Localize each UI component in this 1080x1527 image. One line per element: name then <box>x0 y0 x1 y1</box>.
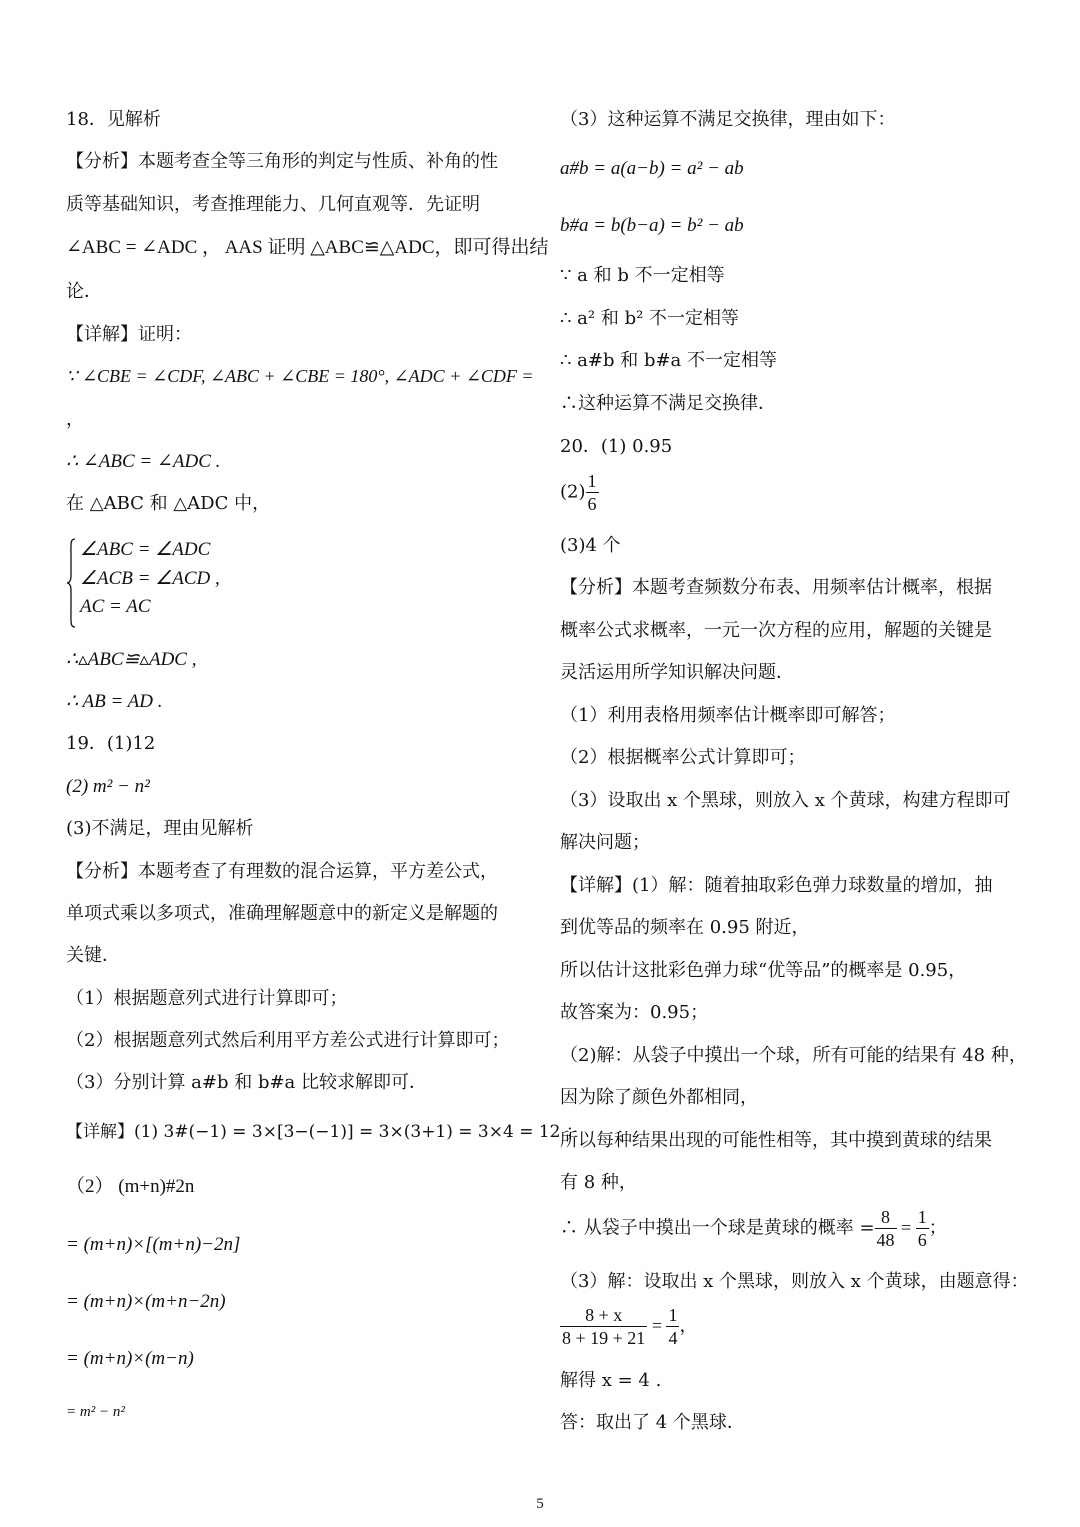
system-row-2: ∠ACB = ∠ACD , <box>80 568 220 589</box>
fraction-denominator: 6 <box>917 1230 927 1250</box>
q19-part3-reason-3: ∴ a#b 和 b#a 不一定相等 <box>560 350 778 371</box>
q18-step-1b: ， <box>66 409 84 430</box>
q20-detail-10: （3）解：设取出 x 个黑球，则放入 x 个黄球，由题意得： <box>560 1271 1029 1292</box>
q19-analysis-line-2: 单项式乘以多项式，准确理解题意中的新定义是解题的 <box>66 903 498 924</box>
q19-detail-6: = m² − n² <box>66 1404 125 1420</box>
q18-detail-heading: 【详解】证明： <box>66 324 192 345</box>
fraction-denominator: 4 <box>668 1328 678 1348</box>
fraction-numerator: 8 <box>875 1206 897 1229</box>
q20-detail-5: （2)解：从袋子中摸出一个球，所有可能的结果有 48 种， <box>560 1045 1027 1066</box>
q20-hint-2: （2）根据概率公式计算即可； <box>560 747 806 768</box>
q19-analysis-line-1: 【分析】本题考查了有理数的混合运算，平方差公式， <box>66 861 498 882</box>
q19-part3-heading: （3）这种运算不满足交换律，理由如下： <box>560 109 896 130</box>
q19-hint-1: （1）根据题意列式进行计算即可； <box>66 988 348 1009</box>
q19-answer-3: (3)不满足，理由见解析 <box>66 818 254 839</box>
q20-equation-suffix: ， <box>679 1315 698 1337</box>
page-number: 5 <box>536 1496 544 1512</box>
q20-heading: 20．(1) 0.95 <box>560 436 673 457</box>
q19-detail-2: （2） (m+n)#2n <box>66 1176 195 1197</box>
q20-detail-3: 所以估计这批彩色弹力球“优等品”的概率是 0.95， <box>560 960 967 981</box>
probability-fraction-1 <box>875 1206 897 1251</box>
q18-analysis-line-1: 【分析】本题考查全等三角形的判定与性质、补角的性 <box>66 151 498 172</box>
system-row-1: ∠ABC = ∠ADC <box>80 539 211 560</box>
equation-right-fraction <box>666 1304 679 1349</box>
fraction-numerator: 8 + x <box>560 1304 647 1327</box>
equation-left-fraction <box>560 1304 647 1349</box>
q19-part3-reason-4: ∴这种运算不满足交换律． <box>560 393 776 414</box>
q19-detail-1: 【详解】(1) 3#(−1) = 3×[3−(−1)] = 3×(3+1) = 3×4 = 12 ； <box>66 1122 583 1142</box>
q20-answer: 答：取出了 4 个黑球． <box>560 1412 745 1433</box>
q20-detail-1: 【详解】(1）解：随着抽取彩色弹力球数量的增加，抽 <box>560 875 993 896</box>
probability-fraction-2 <box>916 1206 929 1251</box>
q18-heading: 18．见解析 <box>66 109 161 130</box>
q20-detail-9-suffix: ； <box>928 1217 947 1239</box>
fraction-denominator: 8 + 19 + 21 <box>562 1328 646 1348</box>
system-row-3: AC = AC <box>80 596 151 617</box>
q20-detail-7: 所以每种结果出现的可能性相等，其中摸到黄球的结果 <box>560 1130 992 1151</box>
q19-answer-2: (2) m² − n² <box>66 776 150 797</box>
left-brace-icon <box>66 538 76 628</box>
q18-analysis-line-4: 论． <box>66 281 102 302</box>
q20-hint-3b: 解决问题； <box>560 832 650 853</box>
q18-step-4: ∴▵ABC≌▵ADC , <box>66 649 197 670</box>
q20-hint-1: （1）利用表格用频率估计概率即可解答； <box>560 705 896 726</box>
q20-detail-9: ∴ 从袋子中摸出一个球是黄球的概率 = $\frac{8}{48}$ = $\frac{1}{6}$ ； <box>560 1207 947 1250</box>
q19-hint-3: （3）分别计算 a#b 和 b#a 比较求解即可． <box>66 1072 428 1093</box>
q19-detail-5: = (m+n)×(m−n) <box>66 1348 194 1369</box>
q19-detail-4: = (m+n)×(m+n−2n) <box>66 1291 226 1312</box>
q20-analysis-line-3: 灵活运用所学知识解决问题． <box>560 662 794 683</box>
q20-detail-4: 故答案为：0.95； <box>560 1002 709 1023</box>
q20-answer-2 <box>560 470 599 515</box>
q18-step-1: ∵ ∠CBE = ∠CDF, ∠ABC + ∠CBE = 180°, ∠ADC + ∠CDF = <box>66 366 534 386</box>
q20-answer-2-prefix: (2) <box>560 481 586 503</box>
q19-heading: 19．(1)12 <box>66 733 156 754</box>
q19-part3-reason-1: ∵ a 和 b 不一定相等 <box>560 265 725 286</box>
fraction-numerator: 1 <box>917 1207 927 1227</box>
q20-solve: 解得 x = 4 . <box>560 1370 662 1391</box>
fraction-denominator: 6 <box>587 494 597 514</box>
q20-analysis-line-2: 概率公式求概率，一元一次方程的应用，解题的关键是 <box>560 620 992 641</box>
q18-step-2: ∴ ∠ABC = ∠ADC . <box>66 451 221 472</box>
q18-analysis-line-3: ∠ABC = ∠ADC ， AAS 证明 △ABC≌△ADC，即可得出结 <box>66 237 549 258</box>
q19-analysis-line-3: 关键． <box>66 945 120 966</box>
fraction-numerator: 1 <box>668 1305 678 1325</box>
q19-detail-3: = (m+n)×[(m+n)−2n] <box>66 1234 241 1255</box>
q18-step-3: 在 △ABC 和 △ADC 中， <box>66 493 271 514</box>
fraction-numerator: 1 <box>587 471 597 491</box>
q20-answer-3: (3)4 个 <box>560 535 621 556</box>
q19-part3-eq-2: b#a = b(b−a) = b² − ab <box>560 215 744 236</box>
q20-analysis-line-1: 【分析】本题考查频数分布表、用频率估计概率，根据 <box>560 577 992 598</box>
q20-answer-2-fraction <box>586 470 599 515</box>
q18-step-5: ∴ AB = AD . <box>66 691 163 712</box>
q20-detail-6: 因为除了颜色外都相同， <box>560 1087 758 1108</box>
q19-hint-2: （2）根据题意列式然后利用平方差公式进行计算即可； <box>66 1030 510 1051</box>
q20-detail-2: 到优等品的频率在 0.95 附近， <box>560 917 810 938</box>
fraction-denominator: 48 <box>876 1230 895 1250</box>
q19-part3-eq-1: a#b = a(a−b) = a² − ab <box>560 158 744 179</box>
q20-detail-9-prefix: ∴ 从袋子中摸出一个球是黄球的概率 = <box>560 1217 875 1239</box>
q18-analysis-line-2: 质等基础知识，考查推理能力、几何直观等．先证明 <box>66 194 480 215</box>
q20-detail-8: 有 8 种， <box>560 1172 637 1193</box>
q19-part3-reason-2: ∴ a² 和 b² 不一定相等 <box>560 308 740 329</box>
q20-equation: $\frac{8 + x}{8 + 19 + 21}$ = $\frac{1}{4}$ ， <box>562 1305 698 1348</box>
q20-hint-3: （3）设取出 x 个黑球，则放入 x 个黄球，构建方程即可 <box>560 790 1011 811</box>
